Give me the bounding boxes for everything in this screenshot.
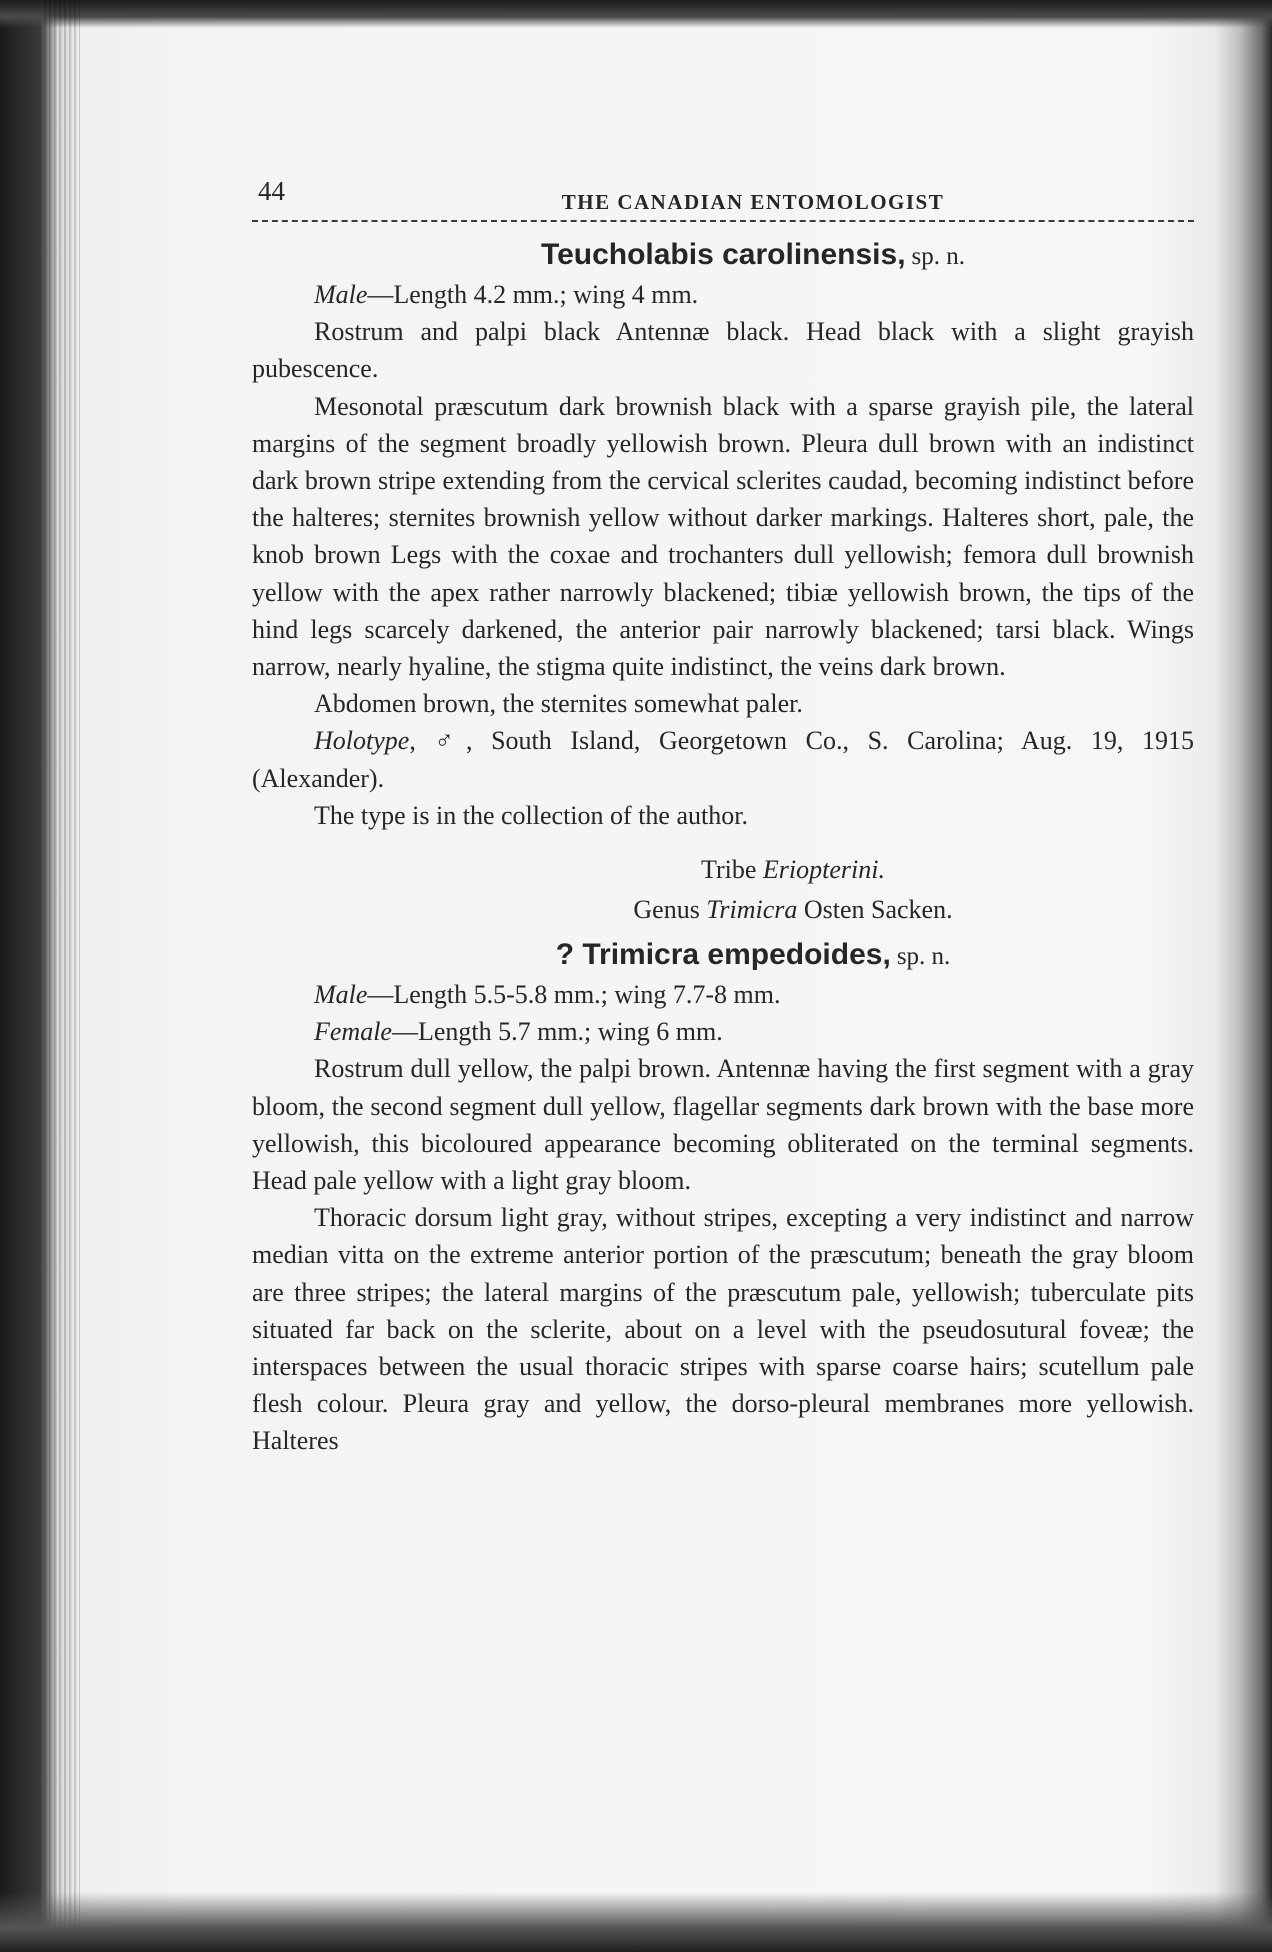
female-text-2: —Length 5.7 mm.; wing 6 mm. xyxy=(391,1017,723,1047)
paragraph-thorax-2: Thoracic dorsum light gray, without stripes, excepting a very indistinct and narrow median vitta on the extreme anterior portion of the præscutum; beneath the gray bloom are three stripes; the lateral margins of the præscutum pale, yellowish; tuberculate pits situated far back on the sclerite, about on a level with the pseudosutural foveæ; the interspaces between the usual thoracic stripes with sparse coarse hairs; scutellum pale flesh colour. Pleura gray and yellow, the dorso-pleural membranes more yellowish. Halteres xyxy=(252,1203,1194,1456)
paragraph-abdomen: Abdomen brown, the sternites somewhat paler. xyxy=(314,689,803,719)
male-measurements-2 xyxy=(252,976,1194,1013)
species-suffix-1: sp. n. xyxy=(911,243,966,270)
paragraph-head: Rostrum and palpi black Antennæ black. Head black with a slight grayish pubescence. xyxy=(252,317,1194,384)
male-label-2: Male xyxy=(314,980,368,1010)
genus-name: Trimicra xyxy=(706,895,798,925)
genus-prefix: Genus xyxy=(633,895,707,925)
species-suffix-2: sp. n. xyxy=(896,943,951,971)
species-heading-2 xyxy=(252,936,1194,976)
binding-page-edges xyxy=(44,0,80,1952)
genus-author: Osten Sacken. xyxy=(797,895,953,925)
journal-title: THE CANADIAN ENTOMOLOGIST xyxy=(561,190,945,214)
male-label-1: Male xyxy=(314,280,368,309)
paragraph-head-2: Rostrum dull yellow, the palpi brown. Antennæ having the first segment with a gray bloom, the second segment dull yellow, flagellar segments dark brown with the base more yellowish, this bicoloured appearance becoming obliterated on the terminal segments. Head pale yellow with a light gray bloom. xyxy=(252,1054,1194,1196)
male-text-1: —Length 4.2 mm.; wing 4 mm. xyxy=(367,280,699,309)
species-heading-1 xyxy=(252,236,1194,276)
genus-heading xyxy=(252,890,1194,930)
male-measurements-1 xyxy=(252,276,1194,313)
holotype-text: , ♂, South Island, Georgetown Co., S. Carolina; Aug. 19, 1915 (Alexander). xyxy=(252,726,1194,793)
tribe-heading xyxy=(252,850,1194,890)
page-number: 44 xyxy=(258,176,285,206)
paragraph-holotype xyxy=(252,722,1194,796)
paragraph-thorax: Mesonotal præscutum dark brownish black with a sparse grayish pile, the lateral margins of the segment broadly yellowish brown. Pleura dull brown with an indistinct dark brown stripe extending from the cervical sclerites caudad, becoming indistinct before the halteres; sternites brownish yellow without darker markings. Halteres short, pale, the knob brown Legs with the coxae and trochanters dull yellowish; femora dull brownish yellow with the apex rather narrowly blackened; tibiæ yellowish brown, the tips of the hind legs scarcely darkened, the anterior pair narrowly blackened; tarsi black. Wings narrow, nearly hyaline, the stigma quite indistinct, the veins dark brown. xyxy=(252,391,1194,682)
species-name-2: ? Trimicra empedoides, xyxy=(555,938,891,972)
paragraph-type-location: The type is in the collection of the author. xyxy=(314,800,748,830)
tribe-name: Eriopterini. xyxy=(762,855,885,885)
male-text-2: —Length 5.5-5.8 mm.; wing 7.7-8 mm. xyxy=(367,980,781,1010)
scan-top-edge xyxy=(0,0,1272,28)
scan-bottom-edge xyxy=(0,1892,1272,1952)
running-head xyxy=(252,172,1194,222)
holotype-label: Holotype xyxy=(314,726,410,756)
female-measurements-2 xyxy=(252,1013,1194,1050)
female-label-2: Female xyxy=(314,1017,392,1047)
page-content xyxy=(252,172,1194,1460)
species-name-1: Teucholabis carolinensis, xyxy=(540,238,906,271)
tribe-prefix: Tribe xyxy=(701,855,763,885)
